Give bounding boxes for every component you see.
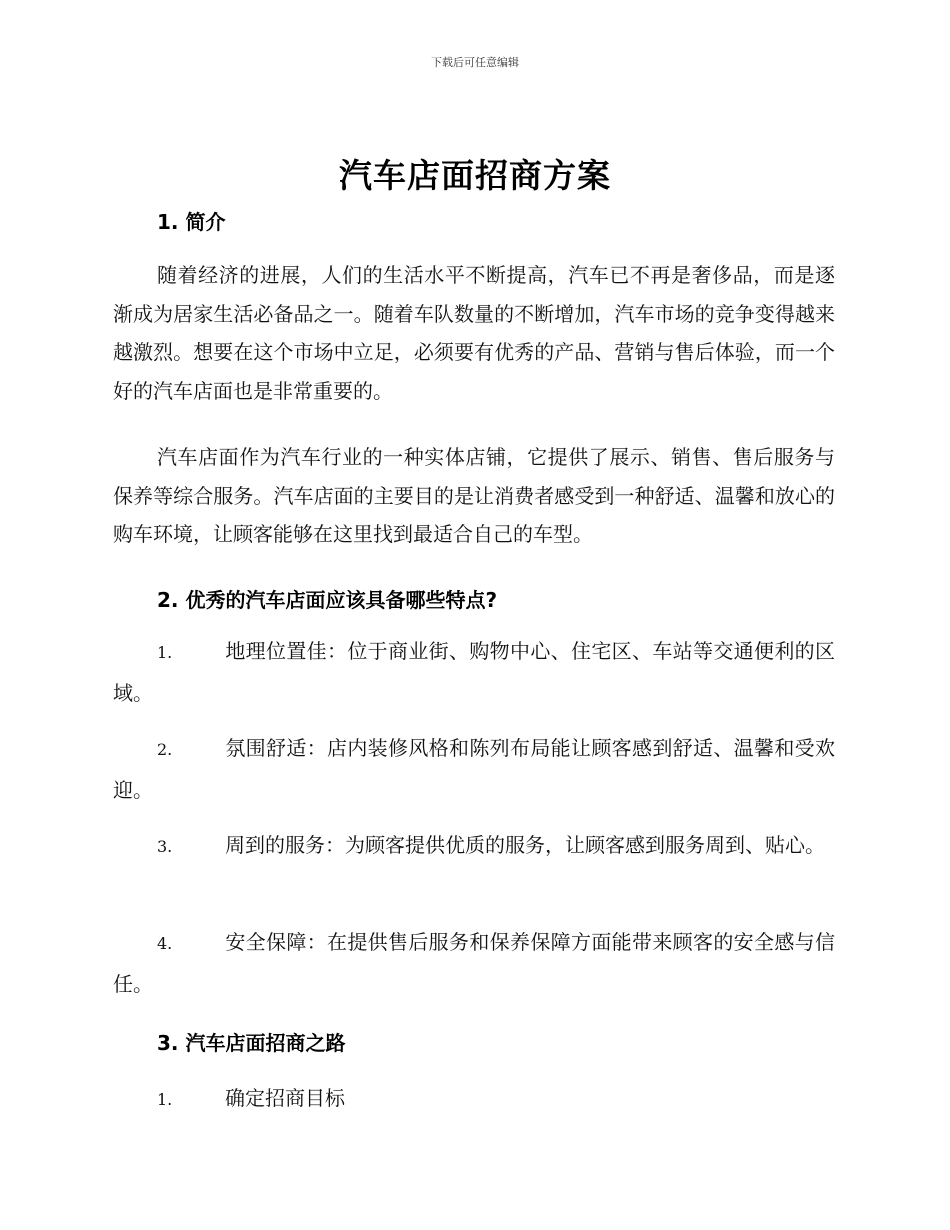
list-item-text: 氛围舒适：店内装修风格和陈列布局能让顾客感到舒适、温馨和受欢迎。 (113, 736, 835, 802)
list-item (113, 922, 835, 1004)
section-heading-features: 2. 优秀的汽车店面应该具备哪些特点? (157, 588, 498, 612)
list-item-number: 2. (157, 740, 173, 759)
section-heading-recruitment: 3. 汽车店面招商之路 (157, 1031, 346, 1055)
list-item (113, 728, 835, 810)
list-item-text: 确定招商目标 (225, 1086, 345, 1110)
list-item-text: 地理位置佳：位于商业街、购物中心、住宅区、车站等交通便利的区域。 (113, 639, 835, 705)
list-item (113, 1082, 345, 1111)
paragraph-intro-2: 汽车店面作为汽车行业的一种实体店铺，它提供了展示、销售、售后服务与保养等综合服务。汽车店面的主要目的是让消费者感受到一种舒适、温馨和放心的购车环境，让顾客能够在这里找到最适合自己的车型。 (113, 445, 835, 546)
paragraph-intro-1: 随着经济的进展，人们的生活水平不断提高，汽车已不再是奢侈品，而是逐渐成为居家生活必备品之一。随着车队数量的不断增加，汽车市场的竞争变得越来越激烈。想要在这个市场中立足，必须要有优秀的产品、营销与售后体验，而一个好的汽车店面也是非常重要的。 (113, 263, 835, 403)
list-item-text: 安全保障：在提供售后服务和保养保障方面能带来顾客的安全感与信任。 (113, 930, 835, 996)
header-note: 下载后可任意编辑 (431, 56, 519, 69)
list-item-number: 1. (157, 643, 173, 662)
list-item-text: 周到的服务：为顾客提供优质的服务，让顾客感到服务周到、贴心。 (225, 833, 825, 857)
list-item (113, 825, 835, 867)
list-item-number: 4. (157, 934, 173, 953)
list-item (113, 631, 835, 713)
list-item-number: 1. (157, 1090, 173, 1109)
list-item-number: 3. (157, 837, 173, 856)
document-title: 汽车店面招商方案 (339, 156, 611, 195)
section-heading-intro: 1. 简介 (157, 210, 226, 234)
